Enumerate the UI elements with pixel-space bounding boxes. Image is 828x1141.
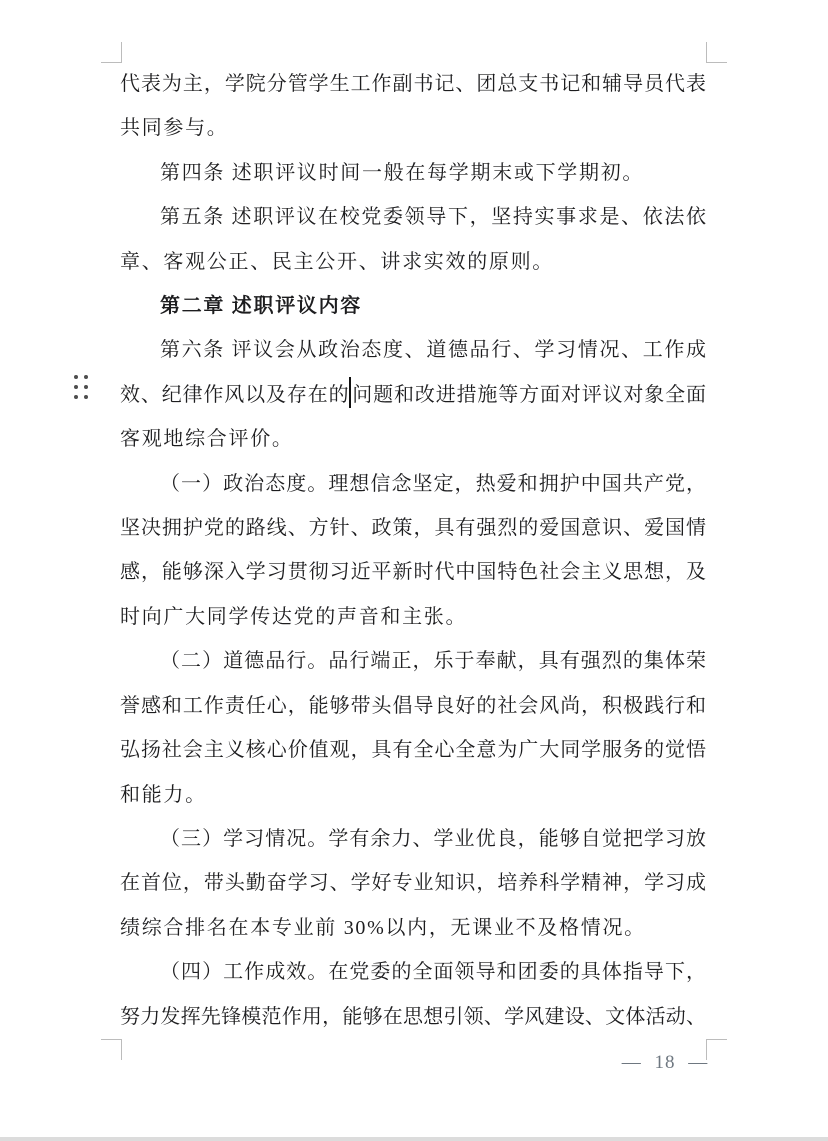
text-line[interactable]: （二）道德品行。品行端正，乐于奉献，具有强烈的集体荣 bbox=[160, 650, 706, 673]
text-line[interactable]: 第四条 述职评议时间一般在每学期末或下学期初。 bbox=[160, 161, 645, 184]
text-line[interactable]: （一）政治态度。理想信念坚定，热爱和拥护中国共产党， bbox=[160, 472, 706, 495]
paragraph-drag-handle[interactable] bbox=[74, 375, 90, 401]
text-line[interactable]: 感，能够深入学习贯彻习近平新时代中国特色社会主义思想，及 bbox=[120, 561, 706, 584]
text-line[interactable]: （四）工作成效。在党委的全面领导和团委的具体指导下， bbox=[160, 961, 706, 984]
text-block[interactable] bbox=[120, 62, 706, 1039]
text-line[interactable]: 章、客观公正、民主公开、讲求实效的原则。 bbox=[120, 250, 554, 273]
text-line[interactable]: 和能力。 bbox=[120, 783, 207, 806]
text-line[interactable]: 共同参与。 bbox=[120, 117, 229, 140]
page-edge-strip bbox=[0, 1137, 828, 1141]
text-line[interactable]: 客观地综合评价。 bbox=[120, 428, 294, 451]
text-line[interactable]: 弘扬社会主义核心价值观，具有全心全意为广大同学服务的觉悟 bbox=[120, 739, 706, 762]
text-line[interactable]: 坚决拥护党的路线、方针、政策，具有强烈的爱国意识、爱国情 bbox=[120, 517, 706, 540]
six-dots-grid-icon bbox=[74, 375, 78, 379]
text-line[interactable]: （三）学习情况。学有余力、学业优良，能够自觉把学习放 bbox=[160, 827, 706, 850]
text-line[interactable]: 第六条 评议会从政治态度、道德品行、学习情况、工作成 bbox=[160, 339, 706, 362]
margin-crop-mark-bottom-left bbox=[101, 1039, 122, 1060]
page-number: — 18 — bbox=[621, 1052, 709, 1073]
text-line-with-caret[interactable] bbox=[120, 373, 706, 417]
margin-crop-mark-top-left bbox=[101, 42, 122, 63]
text-line[interactable]: 时向广大同学传达党的声音和主张。 bbox=[120, 605, 468, 628]
text-line[interactable]: 绩综合排名在本专业前 30%以内，无课业不及格情况。 bbox=[120, 916, 646, 939]
text-line[interactable]: 在首位，带头勤奋学习、学好专业知识，培养科学精神，学习成 bbox=[120, 872, 706, 895]
text-line[interactable]: 第五条 述职评议在校党委领导下，坚持实事求是、依法依 bbox=[160, 206, 706, 229]
text-line[interactable]: 努力发挥先锋模范作用，能够在思想引领、学风建设、文体活动、 bbox=[120, 1005, 706, 1028]
text-line[interactable]: 代表为主，学院分管学生工作副书记、团总支书记和辅导员代表 bbox=[120, 73, 706, 95]
text-line[interactable]: 誉感和工作责任心，能够带头倡导良好的社会风尚，积极践行和 bbox=[120, 694, 706, 717]
text-after-caret: 问题和改进措施等方面对评议对象全面 bbox=[351, 383, 706, 406]
text-before-caret: 效、纪律作风以及存在的 bbox=[120, 383, 350, 406]
text-line[interactable]: 第二章 述职评议内容 bbox=[160, 295, 362, 318]
margin-crop-mark-top-right bbox=[706, 42, 727, 63]
